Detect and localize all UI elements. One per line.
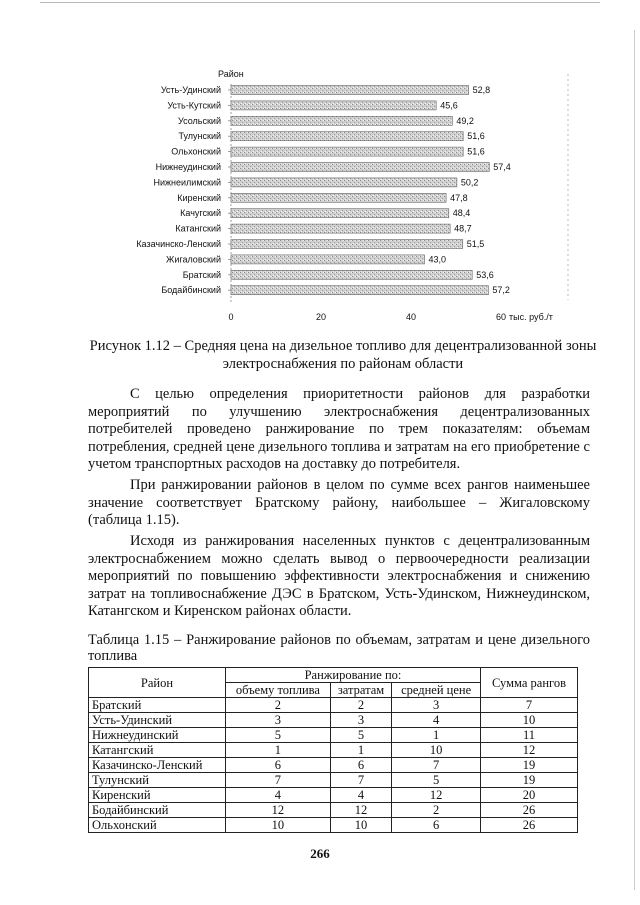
x-tick-label: 40 <box>405 312 417 322</box>
cell-fuel-volume: 1 <box>226 743 331 758</box>
bar-value-label: 53,6 <box>476 269 494 280</box>
cell-costs: 6 <box>330 758 391 773</box>
bar <box>231 132 463 141</box>
header-avg-price: средней цене <box>392 683 481 698</box>
cell-costs: 2 <box>330 698 391 713</box>
category-label: Братский <box>182 269 221 280</box>
scan-edge-top <box>40 2 600 3</box>
x-tick-label: 60 <box>495 312 507 322</box>
cell-fuel-volume: 10 <box>226 818 331 833</box>
bar <box>231 240 463 249</box>
cell-costs: 4 <box>330 788 391 803</box>
cell-rank-sum: 26 <box>481 818 578 833</box>
header-rank-sum: Сумма рангов <box>481 668 578 698</box>
table-row <box>89 728 578 743</box>
cell-avg-price: 2 <box>392 803 481 818</box>
bar-chart <box>0 60 640 335</box>
header-costs: затратам <box>330 683 391 698</box>
bar <box>231 193 446 202</box>
header-ranking-group: Ранжирование по: <box>226 668 481 683</box>
ranking-table <box>88 667 578 833</box>
cell-fuel-volume: 5 <box>226 728 331 743</box>
cell-district: Бодайбинский <box>89 803 226 818</box>
cell-avg-price: 1 <box>392 728 481 743</box>
cell-avg-price: 5 <box>392 773 481 788</box>
bar <box>231 116 452 125</box>
table-row <box>89 758 578 773</box>
cell-rank-sum: 19 <box>481 758 578 773</box>
bar-value-label: 57,2 <box>492 285 510 296</box>
cell-rank-sum: 11 <box>481 728 578 743</box>
cell-costs: 7 <box>330 773 391 788</box>
bar <box>231 209 449 218</box>
cell-rank-sum: 12 <box>481 743 578 758</box>
cell-district: Тулунский <box>89 773 226 788</box>
cell-fuel-volume: 12 <box>226 803 331 818</box>
category-label: Нижнеилимский <box>153 177 221 188</box>
category-label: Качугский <box>180 208 221 219</box>
bar-value-label: 57,4 <box>493 162 511 172</box>
category-label: Жигаловский <box>166 254 221 265</box>
bar-value-label: 48,4 <box>452 208 471 219</box>
bar <box>231 86 469 95</box>
table-row <box>89 698 578 713</box>
bar-value-label: 52,8 <box>472 85 491 95</box>
header-fuel-volume: объему топлива <box>226 683 331 698</box>
paragraph-ranking-result: При ранжировании районов в целом по сумме всех рангов наименьшее значение соответствует Братскому району, наибольшее – Жигаловскому (таблица 1.15). <box>88 477 590 528</box>
category-label: Катангский <box>175 223 221 234</box>
cell-fuel-volume: 7 <box>226 773 331 788</box>
bar-value-label: 50,2 <box>460 177 479 188</box>
category-label: Нижнеудинский <box>155 162 221 172</box>
category-label: Усть-Кутский <box>167 100 221 111</box>
bar <box>231 163 489 172</box>
cell-district: Катангский <box>89 743 226 758</box>
cell-costs: 1 <box>330 743 391 758</box>
table-title: Таблица 1.15 – Ранжирование районов по объемам, затратам и цене дизельного топлива <box>88 632 590 664</box>
category-label: Бодайбинский <box>161 285 221 296</box>
bar-value-label: 51,5 <box>466 239 485 249</box>
table-row <box>89 713 578 728</box>
cell-district: Казачинско-Ленский <box>89 758 226 773</box>
table-row <box>89 803 578 818</box>
cell-avg-price: 3 <box>392 698 481 713</box>
cell-fuel-volume: 6 <box>226 758 331 773</box>
cell-rank-sum: 10 <box>481 713 578 728</box>
bar-value-label: 49,2 <box>456 115 474 126</box>
bar-value-label: 45,6 <box>440 100 458 111</box>
bar <box>231 224 450 233</box>
bar <box>231 270 472 279</box>
cell-district: Братский <box>89 698 226 713</box>
cell-avg-price: 12 <box>392 788 481 803</box>
table-row <box>89 788 578 803</box>
chart-y-axis-title: Район <box>218 69 244 79</box>
bar <box>231 255 425 264</box>
cell-fuel-volume: 4 <box>226 788 331 803</box>
cell-costs: 3 <box>330 713 391 728</box>
cell-district: Киренский <box>89 788 226 803</box>
cell-costs: 10 <box>330 818 391 833</box>
table-row <box>89 743 578 758</box>
category-label: Казачинско-Ленский <box>136 239 221 249</box>
bar-value-label: 47,8 <box>450 192 468 203</box>
cell-rank-sum: 20 <box>481 788 578 803</box>
category-label: Усть-Удинский <box>160 85 221 95</box>
x-tick-label: 20 <box>315 312 327 322</box>
figure-caption: Рисунок 1.12 – Средняя цена на дизельное топливо для децентрализованной зоны электроснабжения по районам области <box>89 338 597 372</box>
category-label: Киренский <box>177 192 221 203</box>
paragraph-purpose: С целью определения приоритетности районов для разработки мероприятий по улучшению электроснабжения децентрализованных потребителей проведено ранжирование по трем показателям: объемам потребления, средней цене дизельного топлива и затратам на его приобретение с учетом транспортных расходов на доставку до потребителя. <box>88 386 590 472</box>
bar <box>231 286 488 295</box>
bar-value-label: 51,6 <box>467 131 485 142</box>
bar-value-label: 43,0 <box>428 254 447 265</box>
cell-fuel-volume: 2 <box>226 698 331 713</box>
x-tick-label: 0 <box>228 312 234 322</box>
paragraph-conclusion: Исходя из ранжирования населенных пунктов с децентрализованным электроснабжением можно сделать вывод о первоочередности реализации мероприятий по повышению эффективности электроснабжения и снижению затрат на топливоснабжение ДЭС в Братском, Усть-Удинском, Нижнеудинском, Катангском и Киренском районах области. <box>88 533 590 619</box>
cell-district: Ольхонский <box>89 818 226 833</box>
bar <box>231 101 436 110</box>
cell-costs: 12 <box>330 803 391 818</box>
cell-fuel-volume: 3 <box>226 713 331 728</box>
header-district: Район <box>89 668 226 698</box>
cell-avg-price: 7 <box>392 758 481 773</box>
cell-district: Нижнеудинский <box>89 728 226 743</box>
cell-rank-sum: 19 <box>481 773 578 788</box>
page-number: 266 <box>310 846 330 861</box>
bar-value-label: 48,7 <box>454 223 472 234</box>
bar <box>231 178 457 187</box>
table-row <box>89 773 578 788</box>
cell-district: Усть-Удинский <box>89 713 226 728</box>
bar-value-label: 51,6 <box>467 146 485 157</box>
cell-avg-price: 6 <box>392 818 481 833</box>
cell-rank-sum: 7 <box>481 698 578 713</box>
chart-x-axis-label: тыс. руб./т <box>509 312 553 322</box>
chart-canvas <box>0 60 640 335</box>
cell-avg-price: 10 <box>392 743 481 758</box>
cell-rank-sum: 26 <box>481 803 578 818</box>
cell-costs: 5 <box>330 728 391 743</box>
table-row <box>89 818 578 833</box>
bar <box>231 147 463 156</box>
category-label: Тулунский <box>178 131 221 142</box>
cell-avg-price: 4 <box>392 713 481 728</box>
category-label: Ольхонский <box>171 146 221 157</box>
category-label: Усольский <box>178 115 221 126</box>
